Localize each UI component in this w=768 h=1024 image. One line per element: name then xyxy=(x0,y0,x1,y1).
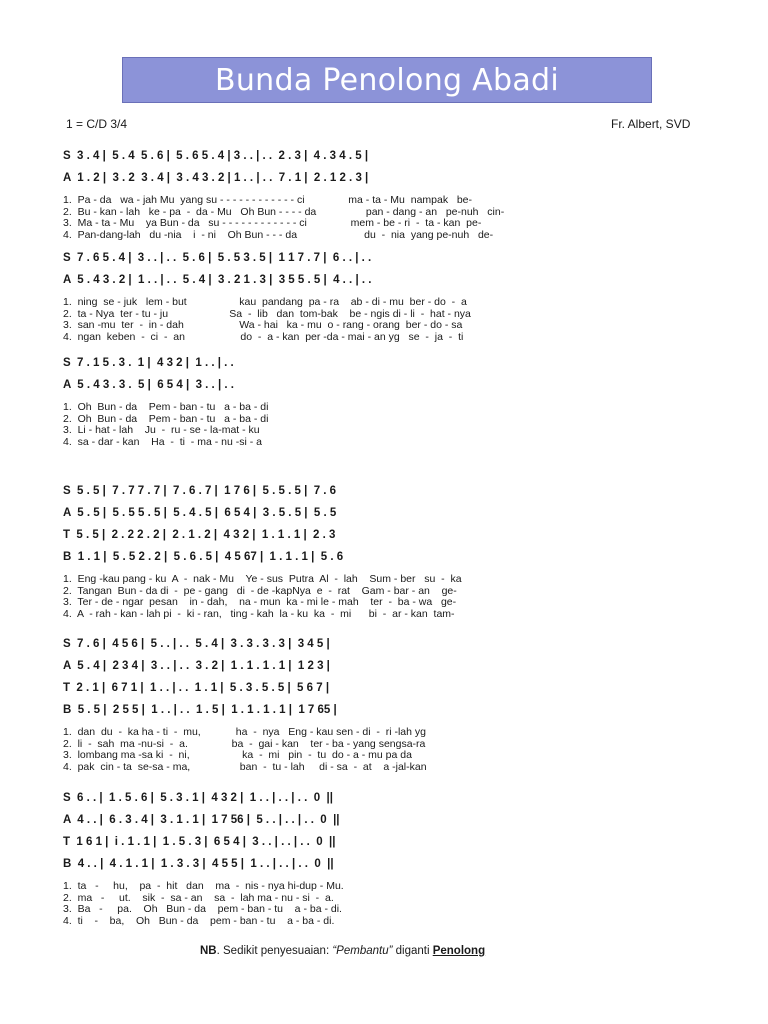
voice-line: B 4 . . | 4 . 1 . 1 | 1 . 3 . 3 | 4 5 5 | 1 . . | . . | . . 0 || xyxy=(63,858,334,870)
lyric-line: 3. san -mu ter - in - dah Wa - hai ka - mu o - rang - orang ber - do - sa xyxy=(63,319,463,331)
voice-line: A 5 . 5 | 5 . 5 5 . 5 | 5 . 4 . 5 | 6 5 4 | 3 . 5 . 5 | 5 . 5 xyxy=(63,507,337,519)
lyric-line: 2. Tangan Bun - da di - pe - gang di - de -kapNya e - rat Gam - bar - an ge- xyxy=(63,584,457,597)
lyric-line: 1. Pa - da wa - jah Mu yang su - - - - - - - - - - - - ci ma - ta - Mu nampak be- xyxy=(63,194,473,206)
lyric-line: 3. Ma - ta - Mu ya Bun - da su - - - - - - - - - - - - ci mem - be - ri - ta - kan pe- xyxy=(63,217,482,229)
lyric-line: 1. ta - hu, pa - hit dan ma - nis - nya hi-dup - Mu. xyxy=(63,880,344,892)
lyric-line: 3. Li - hat - lah Ju - ru - se - la-mat - ku xyxy=(63,424,260,436)
voice-line: A 1 . 2 | 3 . 2 3 . 4 | 3 . 4 3 . 2 | 1 . . | . . 7 . 1 | 2 . 1 2 . 3 | xyxy=(63,172,369,184)
voice-line: A 5 . 4 | 2 3 4 | 3 . . | . . 3 . 2 | 1 . 1 . 1 . 1 | 1 2 3 | xyxy=(63,660,330,672)
voice-line: S 6 . . | 1 . 5 . 6 | 5 . 3 . 1 | 4 3 2 | 1 . . | . . | . . 0 || xyxy=(63,792,333,804)
voice-line: S 7 . 6 5 . 4 | 3 . . | . . 5 . 6 | 5 . 5 3 . 5 | 1 1 7 . 7 | 6 . . | . . xyxy=(63,252,372,264)
lyric-line: 4. A - rah - kan - lah pi - ki - ran, ting - kah la - ku ka - mi bi - ar - kan tam- xyxy=(63,607,455,620)
voice-line: T 1 6 1 | i . 1 . 1 | 1 . 5 . 3 | 6 5 4 | 3 . . | . . | . . 0 || xyxy=(63,836,336,848)
lyric-line: 4. ngan keben - ci - an do - a - kan per -da - mai - an yg se - ja - ti xyxy=(63,330,464,343)
footnote-replacement: Penolong xyxy=(432,945,486,957)
lyric-line: 4. pak cin - ta se-sa - ma, ban - tu - lah di - sa - at a -jal-kan xyxy=(63,760,427,773)
voice-line: S 3 . 4 | 5 . 4 5 . 6 | 5 . 6 5 . 4 | 3 . . | . . 2 . 3 | 4 . 3 4 . 5 | xyxy=(63,150,369,162)
voice-line: A 5 . 4 3 . 2 | 1 . . | . . 5 . 4 | 3 . 2 1 . 3 | 3 5 5 . 5 | 4 . . | . . xyxy=(63,274,372,286)
lyric-line: 2. li - sah ma -nu-si - a. ba - gai - kan ter - ba - yang sengsa-ra xyxy=(63,737,426,750)
song-title: Bunda Penolong Abadi xyxy=(214,62,560,98)
voice-line: A 4 . . | 6 . 3 . 4 | 3 . 1 . 1 | 1 7 56 | 5 . . | . . | . . 0 || xyxy=(63,814,340,826)
voice-line: B 1 . 1 | 5 . 5 2 . 2 | 5 . 6 . 5 | 4 5 67 | 1 . 1 . 1 | 5 . 6 xyxy=(63,551,344,563)
lyric-line: 2. Oh Bun - da Pem - ban - tu a - ba - di xyxy=(63,412,269,425)
lyric-line: 1. Oh Bun - da Pem - ban - tu a - ba - di xyxy=(63,401,269,413)
lyric-line: 4. Pan-dang-lah du -nia i - ni Oh Bun - - - da du - nia yang pe-nuh de- xyxy=(63,228,494,241)
title-banner xyxy=(122,57,652,103)
lyric-line: 4. sa - dar - kan Ha - ti - ma - nu -si - a xyxy=(63,435,262,448)
footnote-text: . Sedikit penyesuaian: xyxy=(216,945,333,957)
key-signature: 1 = C/D 3/4 xyxy=(66,117,128,131)
voice-line: A 5 . 4 3 . 3 . 5 | 6 5 4 | 3 . . | . . xyxy=(63,379,234,391)
lyric-line: 4. ti - ba, Oh Bun - da pem - ban - tu a - ba - di. xyxy=(63,914,335,927)
lyric-line: 1. Eng -kau pang - ku A - nak - Mu Ye - sus Putra Al - lah Sum - ber su - ka xyxy=(63,573,462,585)
footnote-text-2: diganti xyxy=(392,945,433,957)
voice-line: S 7 . 1 5 . 3 . 1 | 4 3 2 | 1 . . | . . xyxy=(63,357,234,369)
voice-line: S 5 . 5 | 7 . 7 7 . 7 | 7 . 6 . 7 | 1 7 6 | 5 . 5 . 5 | 7 . 6 xyxy=(63,485,337,497)
lyric-line: 3. lombang ma -sa ki - ni, ka - mi pin - tu do - a - mu pa da xyxy=(63,749,412,761)
voice-line: S 7 . 6 | 4 5 6 | 5 . . | . . 5 . 4 | 3 . 3 . 3 . 3 | 3 4 5 | xyxy=(63,638,330,650)
lyric-line: 3. Ter - de - ngar pesan in - dah, na - mun ka - mi le - mah ter - ba - wa ge- xyxy=(63,596,457,608)
lyric-line: 1. ning se - juk lem - but kau pandang pa - ra ab - di - mu ber - do - a xyxy=(63,296,467,308)
footnote-quoted: “Pembantu” xyxy=(332,945,393,957)
voice-line: B 5 . 5 | 2 5 5 | 1 . . | . . 1 . 5 | 1 . 1 . 1 . 1 | 1 7 65 | xyxy=(63,704,337,716)
footnote xyxy=(200,945,485,957)
voice-line: T 2 . 1 | 6 7 1 | 1 . . | . . 1 . 1 | 5 . 3 . 5 . 5 | 5 6 7 | xyxy=(63,682,330,694)
lyric-line: 1. dan du - ka ha - ti - mu, ha - nya Eng - kau sen - di - ri -lah yg xyxy=(63,726,426,738)
lyric-line: 3. Ba - pa. Oh Bun - da pem - ban - tu a - ba - di. xyxy=(63,903,342,915)
lyric-line: 2. ma - ut. sik - sa - an sa - lah ma - nu - si - a. xyxy=(63,891,334,904)
author: Fr. Albert, SVD xyxy=(611,117,691,131)
voice-line: T 5 . 5 | 2 . 2 2 . 2 | 2 . 1 . 2 | 4 3 2 | 1 . 1 . 1 | 2 . 3 xyxy=(63,529,336,541)
lyric-line: 2. Bu - kan - lah ke - pa - da - Mu Oh Bun - - - - da pan - dang - an pe-nuh cin- xyxy=(63,205,505,218)
lyric-line: 2. ta - Nya ter - tu - ju Sa - lib dan tom-bak be - ngis di - li - hat - nya xyxy=(63,307,471,320)
footnote-label: NB xyxy=(200,945,217,957)
